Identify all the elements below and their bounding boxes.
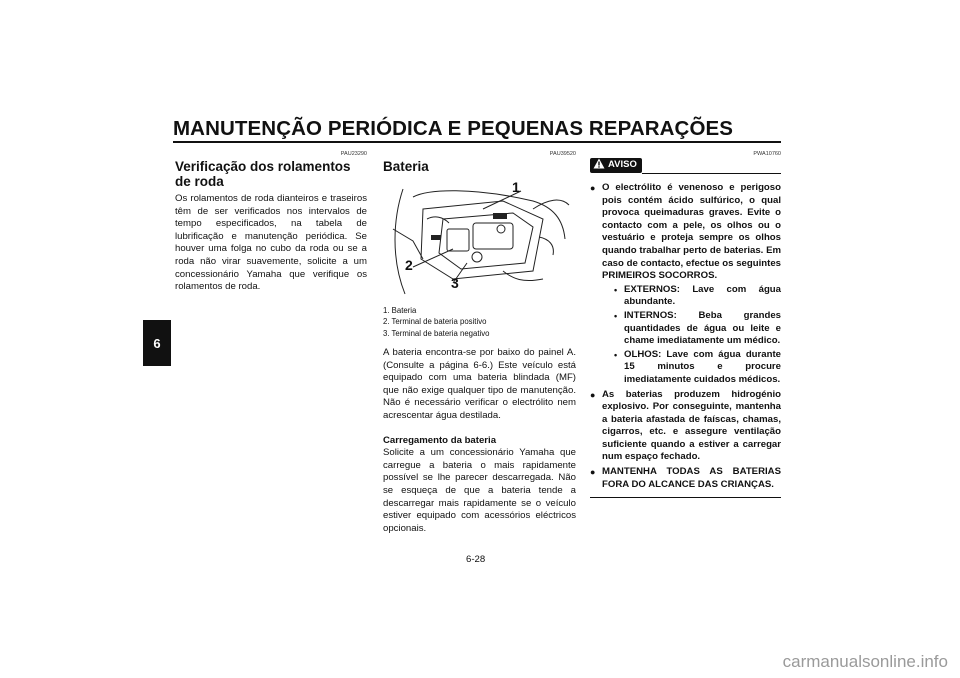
section-title: Bateria — [383, 159, 429, 174]
warning-end-rule — [590, 497, 781, 498]
callout-1: 1 — [512, 178, 520, 195]
battery-figure — [383, 179, 571, 299]
first-aid-text: INTERNOS: Beba grandes quantidades de água ou leite e chame imediatamente um médico. — [624, 309, 781, 347]
warning-rule — [642, 173, 781, 174]
section-title: Verificação dos rolamentos de roda — [175, 159, 351, 189]
warning-section — [590, 150, 781, 498]
warning-text: O electrólito é venenoso e perigoso pois contém ácido sulfúrico, o qual provoca queimaduras graves. Evite o contacto com a pele, os olhos ou o vestuário e proteja sempre os olhos quando trabalhar perto de baterias. Em caso de contacto, efectue os seguintes PRIMEIROS SOCORROS. — [602, 182, 781, 282]
warning-badge — [590, 158, 642, 173]
first-aid-item — [614, 284, 781, 309]
warning-label: AVISO — [608, 159, 637, 171]
warning-triangle-icon — [593, 158, 605, 174]
bullet-icon: ● — [590, 467, 596, 478]
figure-label: 3. Terminal de bateria negativo — [383, 328, 490, 338]
section-body: Os rolamentos de roda dianteiros e traseiros têm de ser verificados nos intervalos de tempo especificados, na tabela de lubrificação e manutenção periódica. Se houver uma folga no cubo da roda ou se a roda não virar suavemente, solicite a um concessionário Yamaha que verifique os rolamentos de roda. — [175, 193, 367, 293]
battery-paragraph: A bateria encontra-se por baixo do painel A. (Consulte a página 6-6.) Este veículo está equipado com uma bateria blindada (MF) que não exige qualquer tipo de manutenção. Não é necessário verificar o electrólito nem acrescentar água destilada. — [383, 347, 576, 421]
bullet-icon: ● — [590, 183, 596, 193]
charging-subheading: Carregamento da bateria — [383, 434, 497, 446]
chapter-tab: 6 — [143, 320, 171, 366]
charging-paragraph: Solicite a um concessionário Yamaha que carregue a bateria o mais rapidamente possível se lhe parecer descarregada. Não se esqueça de que a bateria tende a descarregar mais rapidamente se o veículo estiver equipado com acessórios eléctricos opcionais. — [383, 447, 576, 534]
figure-label: 2. Terminal de bateria positivo — [383, 317, 487, 326]
figure-label: 1. Bateria — [383, 305, 417, 315]
section-code: PWA10760 — [753, 151, 781, 157]
bullet-icon: ● — [590, 389, 596, 400]
header-rule — [173, 141, 781, 143]
first-aid-text: OLHOS: Lave com água durante 15 minutos e procure imediatamente cuidados médicos. — [624, 348, 781, 385]
first-aid-item — [614, 310, 781, 348]
wheel-bearings-section — [175, 150, 367, 294]
bullet-icon: • — [614, 349, 618, 360]
figure-legend — [383, 305, 576, 340]
warning-item — [590, 389, 781, 465]
warning-item — [590, 182, 781, 387]
callout-2: 2 — [405, 256, 413, 273]
page-header-title: MANUTENÇÃO PERIÓDICA E PEQUENAS REPARAÇÕES — [173, 117, 734, 140]
warning-item — [590, 466, 781, 491]
battery-illustration — [383, 179, 571, 299]
warning-header — [590, 158, 781, 174]
page-number: 6-28 — [466, 554, 486, 565]
watermark: carmanualsonline.info — [782, 652, 948, 671]
battery-section — [383, 150, 576, 535]
callout-3: 3 — [451, 274, 459, 291]
bullet-icon: • — [614, 284, 618, 295]
section-code: PAU39520 — [549, 151, 576, 157]
first-aid-item — [614, 349, 781, 387]
first-aid-text: EXTERNOS: Lave com água abundante. — [624, 283, 781, 308]
warning-text: MANTENHA TODAS AS BATERIAS FORA DO ALCANCE DAS CRIANÇAS. — [602, 466, 781, 490]
bullet-icon: • — [614, 310, 618, 321]
warning-body — [590, 182, 781, 491]
warning-text: As baterias produzem hidrogénio explosivo. Por conseguinte, mantenha a bateria afastada de faíscas, chamas, cigarros, etc. e assegure ventilação suficiente quando a estiver a carregar num espaço fechado. — [602, 388, 781, 463]
section-code: PAU23290 — [340, 151, 367, 157]
